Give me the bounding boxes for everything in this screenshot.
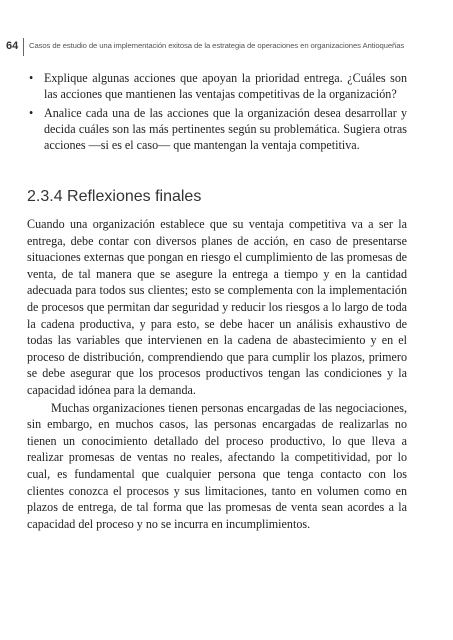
bullet-marker: •	[29, 106, 34, 120]
running-title: Casos de estudio de una implementación exitosa de la estrategia de operaciones en organizaciones Antioqueñas	[29, 41, 405, 50]
list-item-text: Explique algunas acciones que apoyan la prioridad entrega. ¿Cuáles son las acciones que mantienen las ventajas competitivas de la organización?	[44, 71, 407, 101]
page-number: 64	[6, 40, 19, 52]
section-heading: 2.3.4 Reflexiones finales	[27, 188, 202, 205]
list-item-text: Analice cada una de las acciones que la organización desea desarrollar y decida cuáles son las más pertinentes según su problemática. Sugiera otras acciones —si es el caso— que mantengan la ventaja competitiva.	[44, 106, 407, 152]
list-item	[27, 105, 407, 153]
header-divider	[23, 38, 24, 56]
section-body	[27, 216, 407, 532]
bullet-marker: •	[29, 71, 34, 85]
paragraph: Muchas organizaciones tienen personas encargadas de las negociaciones, sin embargo, en muchos casos, las personas encargadas de realizarlas no tienen un conocimiento detallado del proceso productivo, lo que lleva a realizar promesas de ventas no reales, afectando la competitividad, por lo cual, es fundamental que cualquier persona que tenga contacto con los clientes conozca el procesos y sus limitaciones, tanto en volumen como en plazos de entrega, de tal forma que las promesas de venta sean acordes a la capacidad del proceso y no se incurra en incumplimientos.	[27, 400, 407, 531]
paragraph: Cuando una organización establece que su ventaja competitiva va a ser la entrega, debe contar con diversos planes de acción, en caso de presentarse situaciones externas que pongan en riesgo el cumplimiento de las promesas de venta, de tal manera que se asegure la entrega a tiempo y en la cantidad adecuada para todos sus clientes; esto se complementa con la implementación de procesos que permitan dar seguridad y reducir los riesgos a lo largo de toda la cadena productiva, y para esto, se debe hacer un análisis exhaustivo de todas las variables que intervienen en la cadena de abastecimiento y en el proceso de distribución, comprendiendo que para cumplir los plazos, primero se debe asegurar que los procesos productivos tengan las condiciones y la capacidad idónea para la demanda.	[27, 217, 407, 397]
page-header	[0, 38, 453, 58]
list-item	[27, 70, 407, 102]
question-list	[27, 70, 407, 156]
